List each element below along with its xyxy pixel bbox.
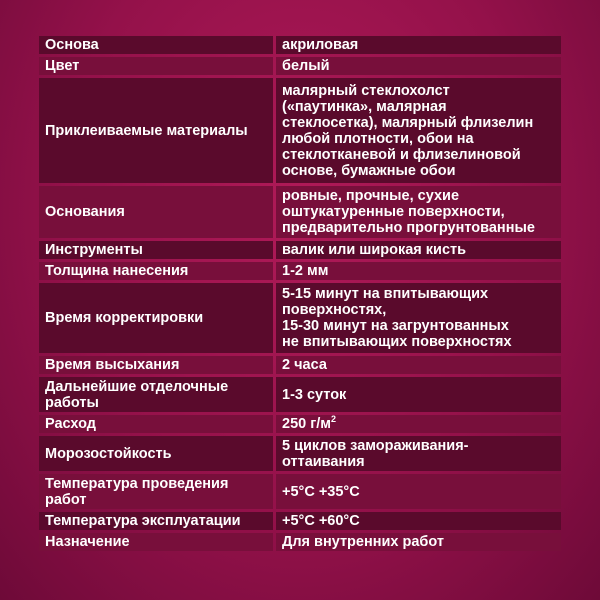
- spec-value: 2 часа: [276, 356, 561, 374]
- spec-label: Температура эксплуатации: [39, 512, 273, 530]
- spec-row-materials: [39, 78, 561, 183]
- spec-value: валик или широкая кисть: [276, 241, 561, 259]
- spec-value: ровные, прочные, сухие оштукатуренные поверхности, предварительно прогрунтованные: [276, 186, 561, 238]
- spec-label: Основа: [39, 36, 273, 54]
- spec-value: 5 циклов замораживания- оттаивания: [276, 436, 561, 471]
- spec-value: +5°C +60°C: [276, 512, 561, 530]
- spec-row-thickness: [39, 262, 561, 280]
- spec-label: Толщина нанесения: [39, 262, 273, 280]
- spec-label: Время корректировки: [39, 283, 273, 353]
- spec-label: Инструменты: [39, 241, 273, 259]
- spec-row-purpose: [39, 533, 561, 551]
- spec-value: +5°C +35°C: [276, 474, 561, 509]
- spec-row-frost-resistance: [39, 436, 561, 471]
- consumption-value: 250 г/м: [282, 416, 332, 432]
- spec-label: Температура проведения работ: [39, 474, 273, 509]
- spec-value: 1-2 мм: [276, 262, 561, 280]
- spec-row-finishing: [39, 377, 561, 412]
- spec-label: Дальнейшие отделочные работы: [39, 377, 273, 412]
- spec-value: Для внутренних работ: [276, 533, 561, 551]
- specifications-table: [39, 36, 561, 551]
- spec-value: малярный стеклохолст («паутинка», малярная стеклосетка), малярный флизелин любой плотности, обои на стеклотканевой и флизелиновой основе, бумажные обои: [276, 78, 561, 183]
- spec-row-drying-time: [39, 356, 561, 374]
- spec-value: акриловая: [276, 36, 561, 54]
- spec-label: Приклеиваемые материалы: [39, 78, 273, 183]
- spec-label: Расход: [39, 415, 273, 433]
- spec-label: Основания: [39, 186, 273, 238]
- spec-row-substrates: [39, 186, 561, 238]
- spec-row-color: [39, 57, 561, 75]
- spec-label: Назначение: [39, 533, 273, 551]
- spec-value: 1-3 суток: [276, 377, 561, 412]
- spec-row-tools: [39, 241, 561, 259]
- spec-row-service-temperature: [39, 512, 561, 530]
- spec-row-base: [39, 36, 561, 54]
- spec-label: Время высыхания: [39, 356, 273, 374]
- spec-row-consumption: [39, 415, 561, 433]
- spec-value: белый: [276, 57, 561, 75]
- spec-row-correction-time: [39, 283, 561, 353]
- spec-row-application-temperature: [39, 474, 561, 509]
- spec-value: 250 г/м $^2$: [276, 415, 561, 433]
- spec-label: Морозостойкость: [39, 436, 273, 471]
- spec-label: Цвет: [39, 57, 273, 75]
- spec-value: 5-15 минут на впитывающих поверхностях, 15-30 минут на загрунтованных не впитывающих поверхностях: [276, 283, 561, 353]
